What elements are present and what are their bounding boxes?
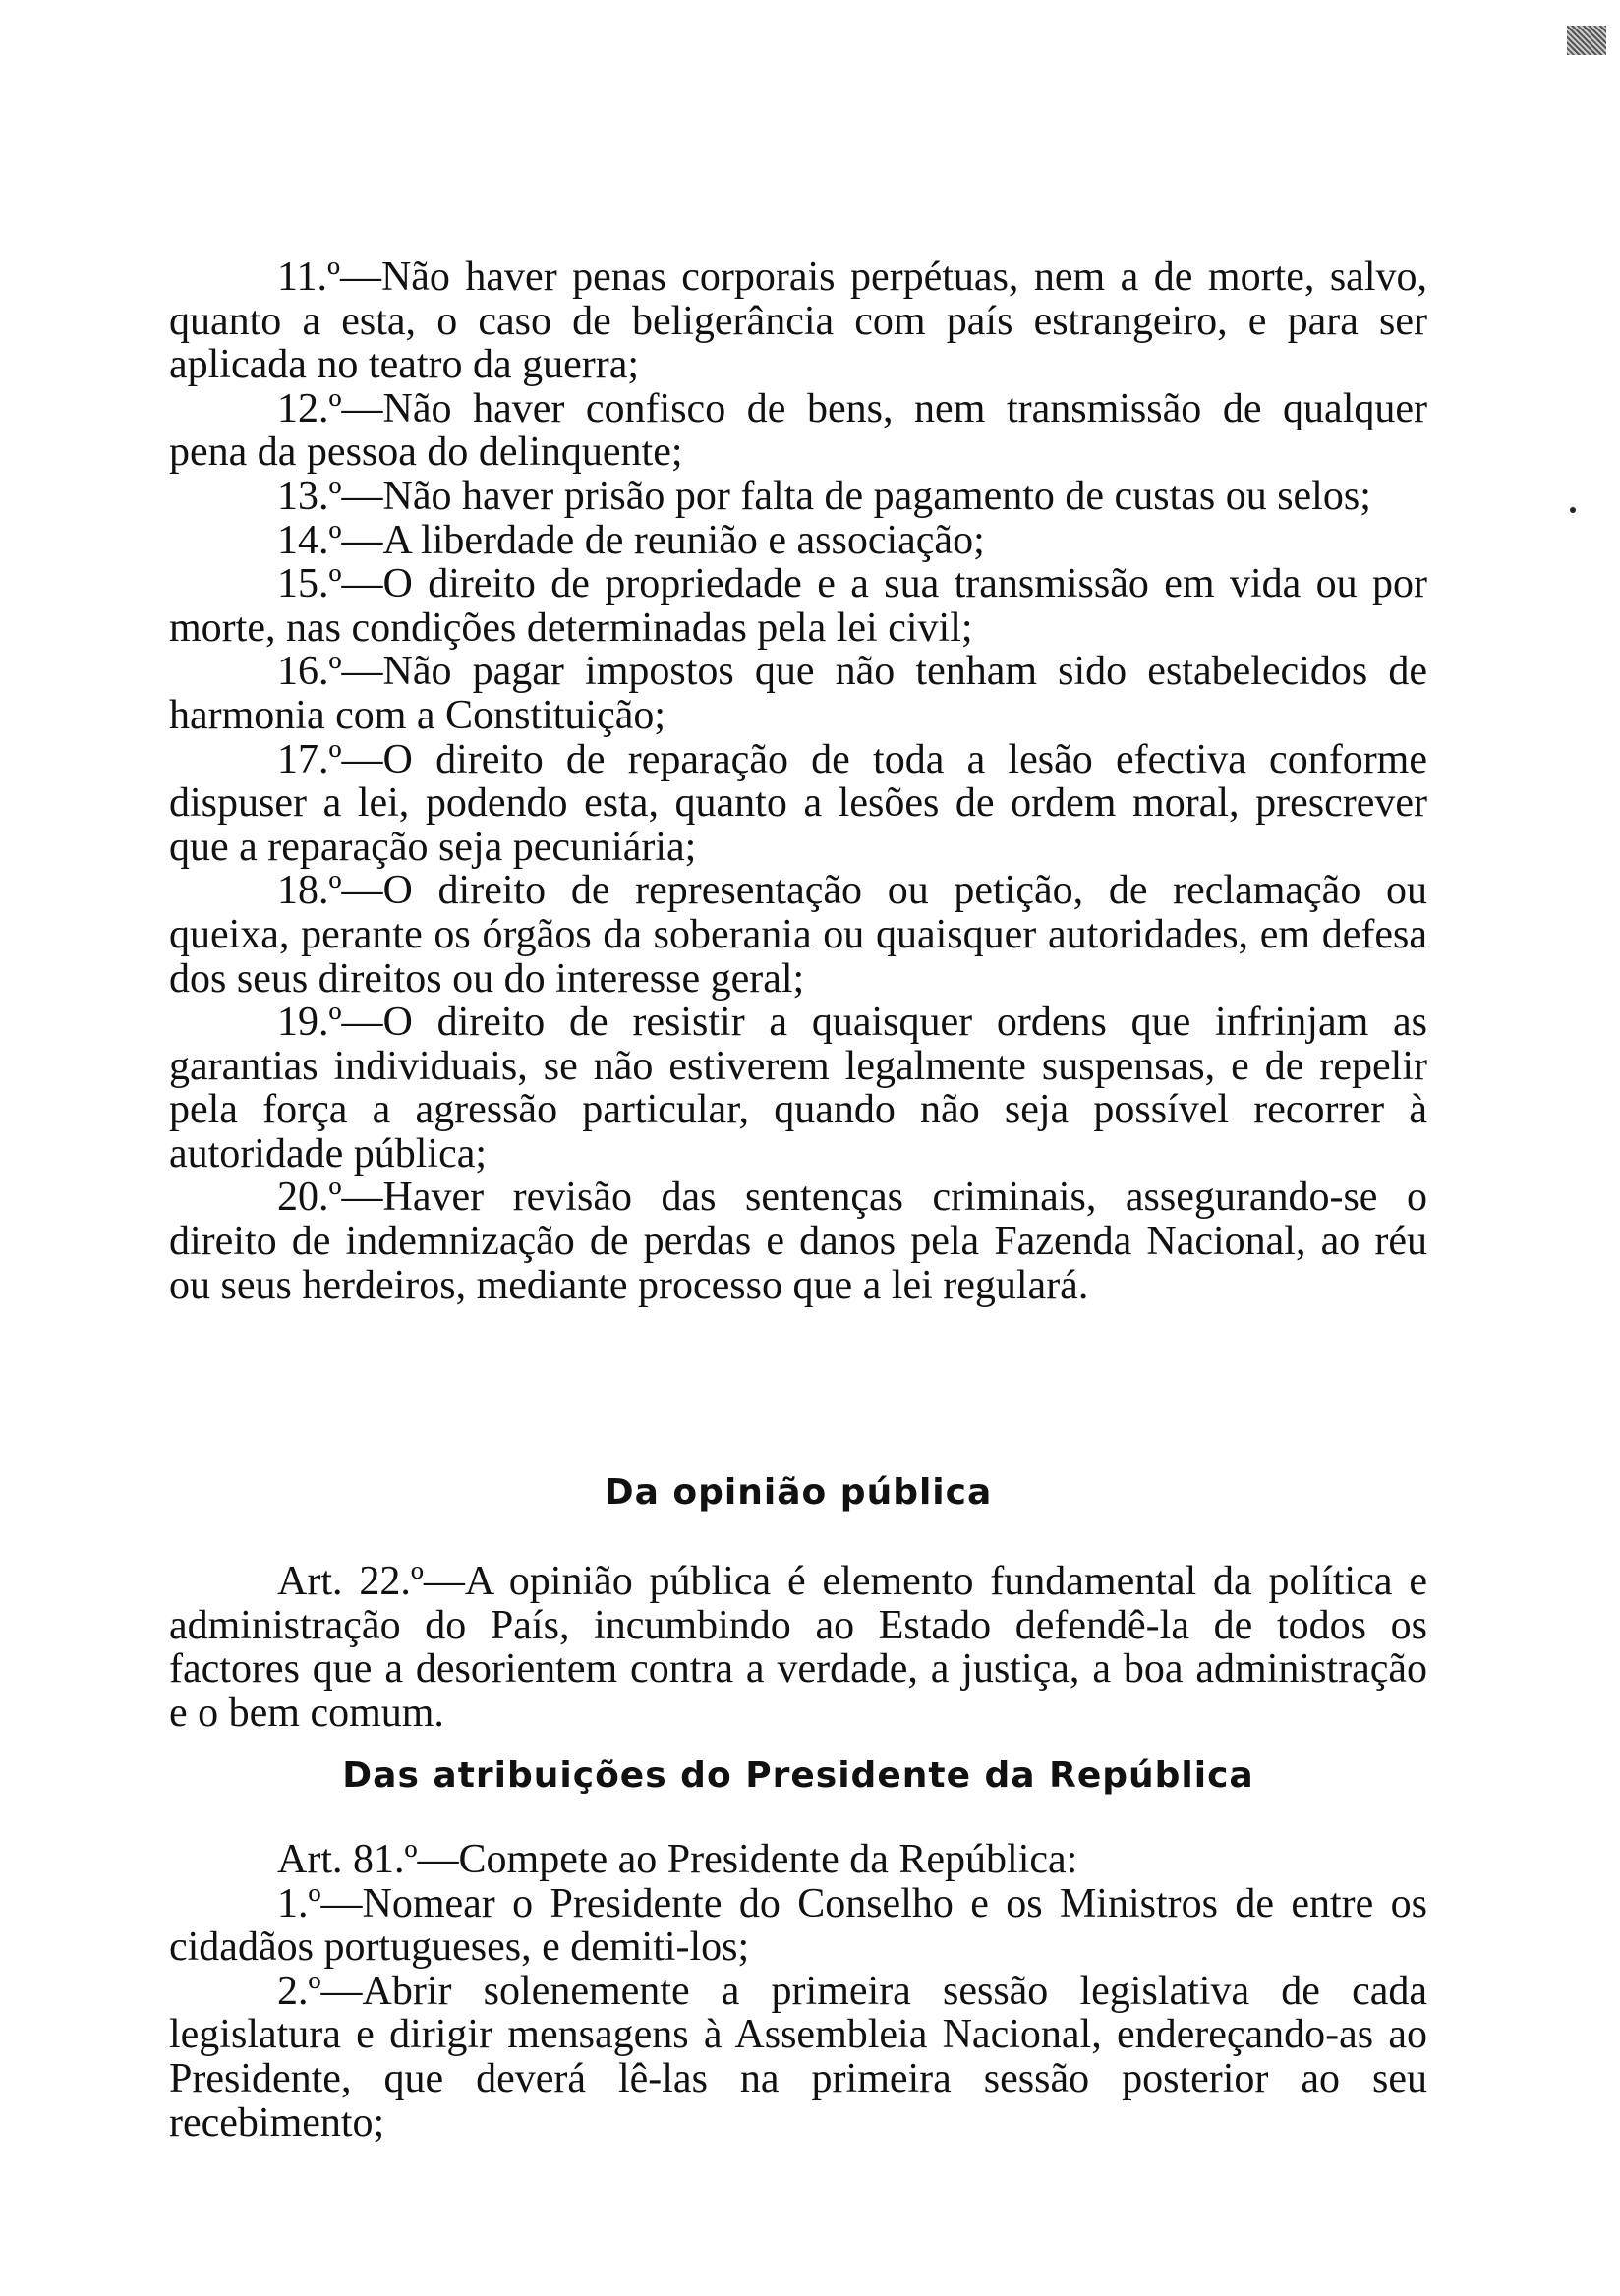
article-81 bbox=[169, 1838, 1427, 2145]
list-item: 13.º—Não haver prisão por falta de pagamento de custas ou selos; bbox=[277, 473, 1371, 519]
list-item: 1.º—Nomear o Presidente do Conselho e os Ministros de entre os cidadãos portugueses, e demiti-los; bbox=[169, 1880, 1427, 1971]
list-item: 2.º—Abrir solenemente a primeira sessão legislativa de cada legislatura e dirigir mensagens à Assembleia Nacional, endereçando-as ao Presidente, que deverá lê-las na primeira sessão posterior ao seu recebimento; bbox=[169, 1968, 1427, 2146]
section-heading-atribuicoes-presidente: Das atribuições do Presidente da República bbox=[342, 1755, 1254, 1796]
article-intro: Art. 81.º—Compete ao Presidente da República: bbox=[277, 1837, 1078, 1882]
section-heading-opiniao-publica: Da opinião pública bbox=[604, 1472, 993, 1513]
scan-artifact bbox=[1567, 26, 1606, 55]
list-item: 11.º—Não haver penas corporais perpétuas, nem a de morte, salvo, quanto a esta, o caso de beligerância com país estrangeiro, e para ser aplicada no teatro da guerra; bbox=[169, 255, 1427, 388]
list-item: 14.º—A liberdade de reunião e associação; bbox=[277, 517, 985, 563]
guarantees-list bbox=[169, 256, 1427, 1307]
list-item: 18.º—O direito de representação ou petição, de reclamação ou queixa, perante os órgãos da soberania ou quaisquer autoridades, em defesa dos seus direitos ou do interesse geral; bbox=[169, 868, 1427, 1002]
list-item: 19.º—O direito de resistir a quaisquer ordens que infrinjam as garantias individuais, se não estiverem legalmente suspensas, e de repelir pela força a agressão particular, quando não seja possível recorrer à autoridade pública; bbox=[169, 1000, 1427, 1177]
list-item: 15.º—O direito de propriedade e a sua transmissão em vida ou por morte, nas condições determinadas pela lei civil; bbox=[169, 561, 1427, 651]
article-22 bbox=[169, 1560, 1427, 1735]
article-paragraph: Art. 22.º—A opinião pública é elemento fundamental da política e administração do País, incumbindo ao Estado defendê-la de todos os factores que a desorientem contra a verdade, a justiça, a boa administração e o bem comum. bbox=[169, 1559, 1427, 1736]
list-item: 16.º—Não pagar impostos que não tenham sido estabelecidos de harmonia com a Constituição; bbox=[169, 649, 1427, 738]
scan-speck bbox=[1570, 507, 1576, 513]
list-item: 20.º—Haver revisão das sentenças criminais, assegurando-se o direito de indemnização de perdas e danos pela Fazenda Nacional, ao réu ou seus herdeiros, mediante processo que a lei regulará. bbox=[169, 1175, 1427, 1308]
list-item: 17.º—O direito de reparação de toda a lesão efectiva conforme dispuser a lei, podendo esta, quanto a lesões de ordem moral, prescrever que a reparação seja pecuniária; bbox=[169, 736, 1427, 870]
list-item: 12.º—Não haver confisco de bens, nem transmissão de qualquer pena da pessoa do delinquente; bbox=[169, 385, 1427, 476]
